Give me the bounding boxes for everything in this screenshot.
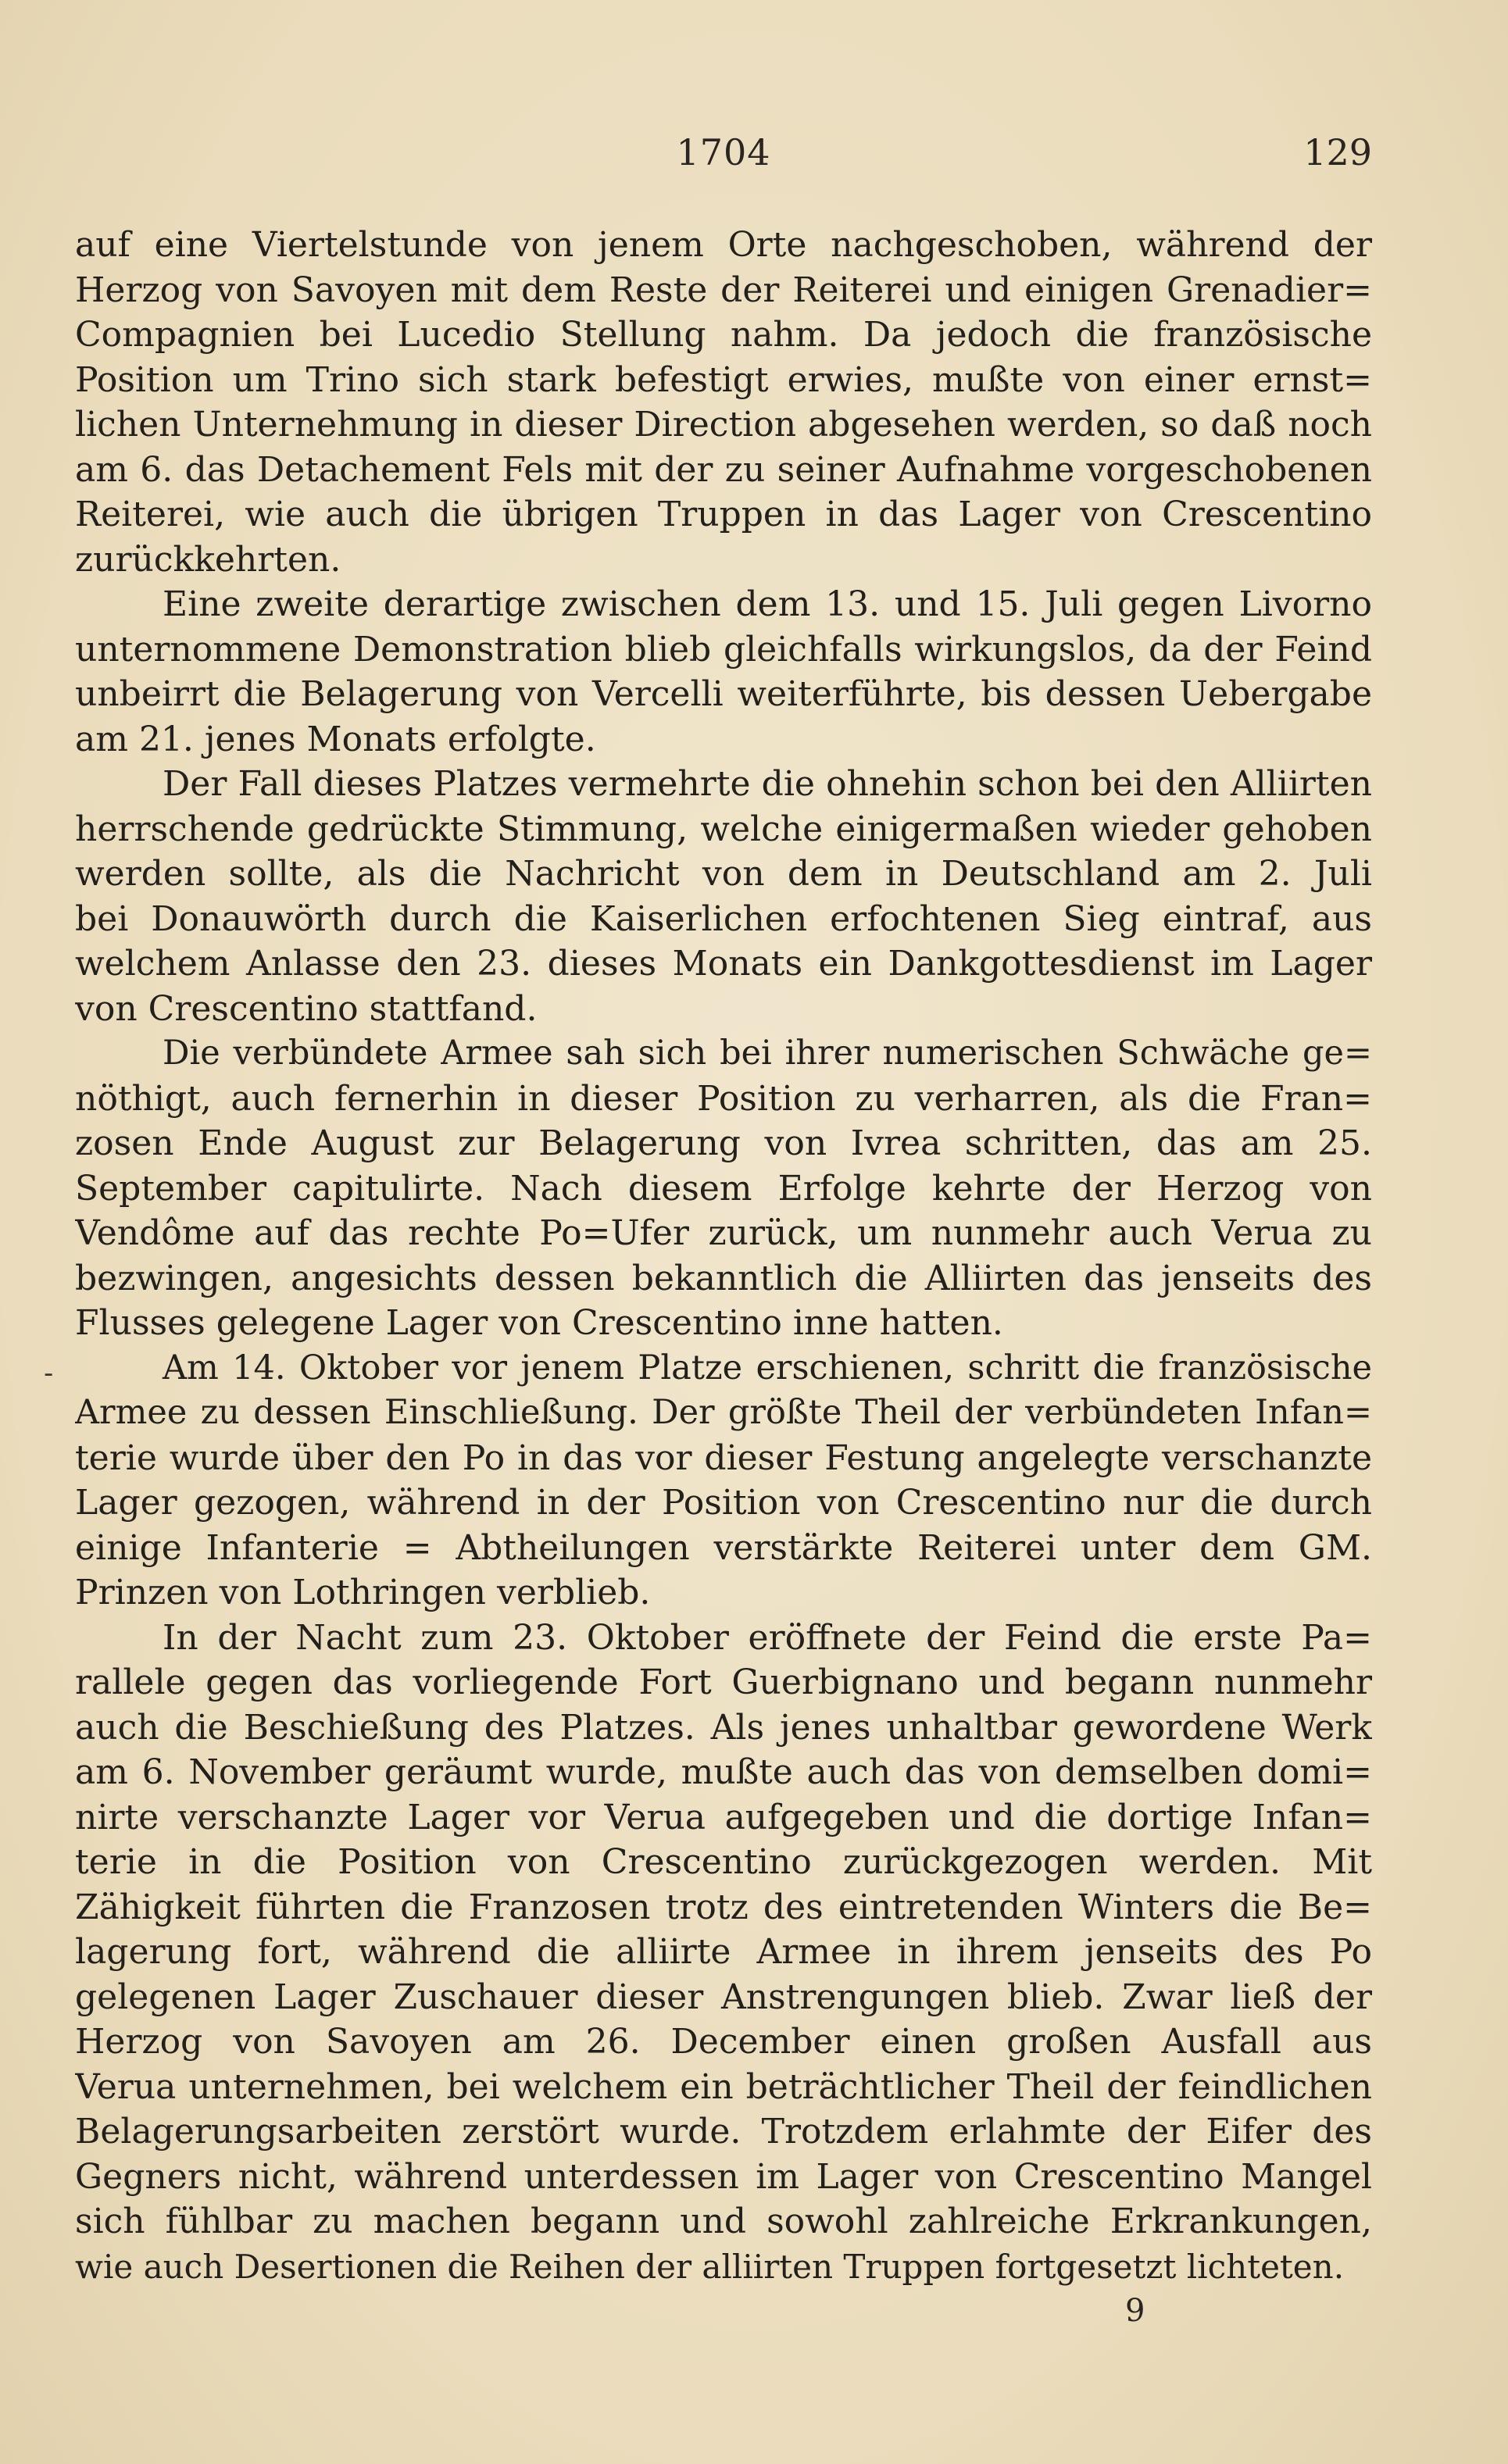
text-line: lichen Unternehmung in dieser Direction abgesehen werden, so daß noch [75, 405, 1372, 445]
paragraph [75, 1031, 1372, 1346]
text-line: Der Fall dieses Platzes vermehrte die ohnehin schon bei den Alliirten [163, 764, 1372, 804]
text-line: Vendôme auf das rechte Po=Ufer zurück, um nunmehr auch Verua zu [75, 1213, 1372, 1253]
paragraph [75, 223, 1372, 582]
text-line: September capitulirte. Nach diesem Erfolge kehrte der Herzog von [75, 1168, 1372, 1209]
text-line: einige Infanterie = Abtheilungen verstärkte Reiterei unter dem GM. [75, 1527, 1372, 1568]
text-line: auch die Beschießung des Platzes. Als jenes unhaltbar gewordene Werk [75, 1707, 1372, 1748]
text-line: Zähigkeit führten die Franzosen trotz des eintretenden Winters die Be= [75, 1887, 1372, 1927]
body-text [75, 223, 1372, 2289]
text-line: Belagerungsarbeiten zerstört wurde. Trotzdem erlahmte der Eifer des [75, 2112, 1372, 2152]
margin-mark: - [44, 1358, 54, 1389]
text-line: Gegners nicht, während unterdessen im Lager von Crescentino Mangel [75, 2156, 1372, 2197]
printer-signature: 9 [1125, 2293, 1145, 2329]
text-line: rallele gegen das vorliegende Fort Guerbignano und begann nunmehr [75, 1662, 1372, 1702]
paragraph [75, 582, 1372, 762]
text-line: Herzog von Savoyen mit dem Reste der Reiterei und einigen Grenadier= [75, 270, 1372, 310]
paragraph [75, 1616, 1372, 2290]
text-line: Eine zweite derartige zwischen dem 13. und 15. Juli gegen Livorno [163, 584, 1372, 624]
text-line: Compagnien bei Lucedio Stellung nahm. Da jedoch die französische [75, 315, 1372, 355]
text-line: bei Donauwörth durch die Kaiserlichen erfochtenen Sieg eintraf, aus [75, 898, 1372, 939]
text-line: am 6. November geräumt wurde, mußte auch das von demselben domi= [75, 1752, 1372, 1792]
text-line: terie wurde über den Po in das vor dieser Festung angelegte verschanzte [75, 1437, 1372, 1478]
text-line: nöthigt, auch fernerhin in dieser Position zu verharren, als die Fran= [75, 1078, 1372, 1119]
text-line: gelegenen Lager Zuschauer dieser Anstrengungen blieb. Zwar ließ der [75, 1977, 1372, 2017]
text-line: am 21. jenes Monats erfolgte. [75, 719, 596, 759]
text-line: zosen Ende August zur Belagerung von Ivrea schritten, das am 25. [75, 1123, 1372, 1163]
text-line: bezwingen, angesichts dessen bekanntlich die Alliirten das jenseits des [75, 1258, 1372, 1298]
text-line: Position um Trino sich stark befestigt erwies, mußte von einer ernst= [75, 359, 1372, 400]
page-number: 129 [1303, 131, 1372, 173]
text-line: Armee zu dessen Einschließung. Der größte Theil der verbündeten Infan= [75, 1393, 1372, 1432]
text-line: Lager gezogen, während in der Position von Crescentino nur die durch [75, 1483, 1372, 1523]
text-line: Herzog von Savoyen am 26. December einen großen Ausfall aus [75, 2022, 1372, 2062]
text-line: Reiterei, wie auch die übrigen Truppen in das Lager von Crescentino [75, 495, 1372, 534]
page-header [75, 131, 1372, 186]
text-line: zurückkehrten. [75, 539, 341, 580]
text-line: unternommene Demonstration blieb gleichfalls wirkungslos, da der Feind [75, 629, 1372, 670]
text-line: Prinzen von Lothringen verblieb. [75, 1573, 651, 1612]
text-line: Flusses gelegene Lager von Crescentino inne hatten. [75, 1303, 1003, 1343]
text-line: In der Nacht zum 23. Oktober eröffnete der Feind die erste Pa= [163, 1617, 1372, 1658]
text-line: Am 14. Oktober vor jenem Platze erschienen, schritt die französische [163, 1348, 1372, 1387]
text-line: nirte verschanzte Lager vor Verua aufgegeben und die dortige Infan= [75, 1797, 1372, 1837]
text-line: herrschende gedrückte Stimmung, welche einigermaßen wieder gehoben [75, 809, 1372, 849]
text-line: von Crescentino stattfand. [75, 988, 538, 1029]
text-line: unbeirrt die Belagerung von Vercelli weiterführte, bis dessen Uebergabe [75, 674, 1372, 714]
text-line: sich fühlbar zu machen begann und sowohl zahlreiche Erkrankungen, [75, 2202, 1372, 2241]
running-head-year: 1704 [676, 131, 771, 173]
text-line: wie auch Desertionen die Reihen der alliirten Truppen fortgesetzt lichteten. [75, 2247, 1345, 2286]
paragraph [75, 1346, 1372, 1616]
text-line: Die verbündete Armee sah sich bei ihrer numerischen Schwäche ge= [163, 1034, 1372, 1073]
text-line: auf eine Viertelstunde von jenem Orte nachgeschoben, während der [75, 225, 1372, 265]
text-line: terie in die Position von Crescentino zurückgezogen werden. Mit [75, 1842, 1372, 1882]
text-line: am 6. das Detachement Fels mit der zu seiner Aufnahme vorgeschobenen [75, 449, 1372, 490]
text-line: lagerung fort, während die alliirte Armee in ihrem jenseits des Po [75, 1932, 1372, 1972]
text-line: werden sollte, als die Nachricht von dem in Deutschland am 2. Juli [75, 854, 1372, 894]
text-line: welchem Anlasse den 23. dieses Monats ein Dankgottesdienst im Lager [75, 944, 1372, 984]
paragraph [75, 762, 1372, 1031]
text-line: Verua unternehmen, bei welchem ein beträchtlicher Theil der feindlichen [75, 2066, 1372, 2107]
